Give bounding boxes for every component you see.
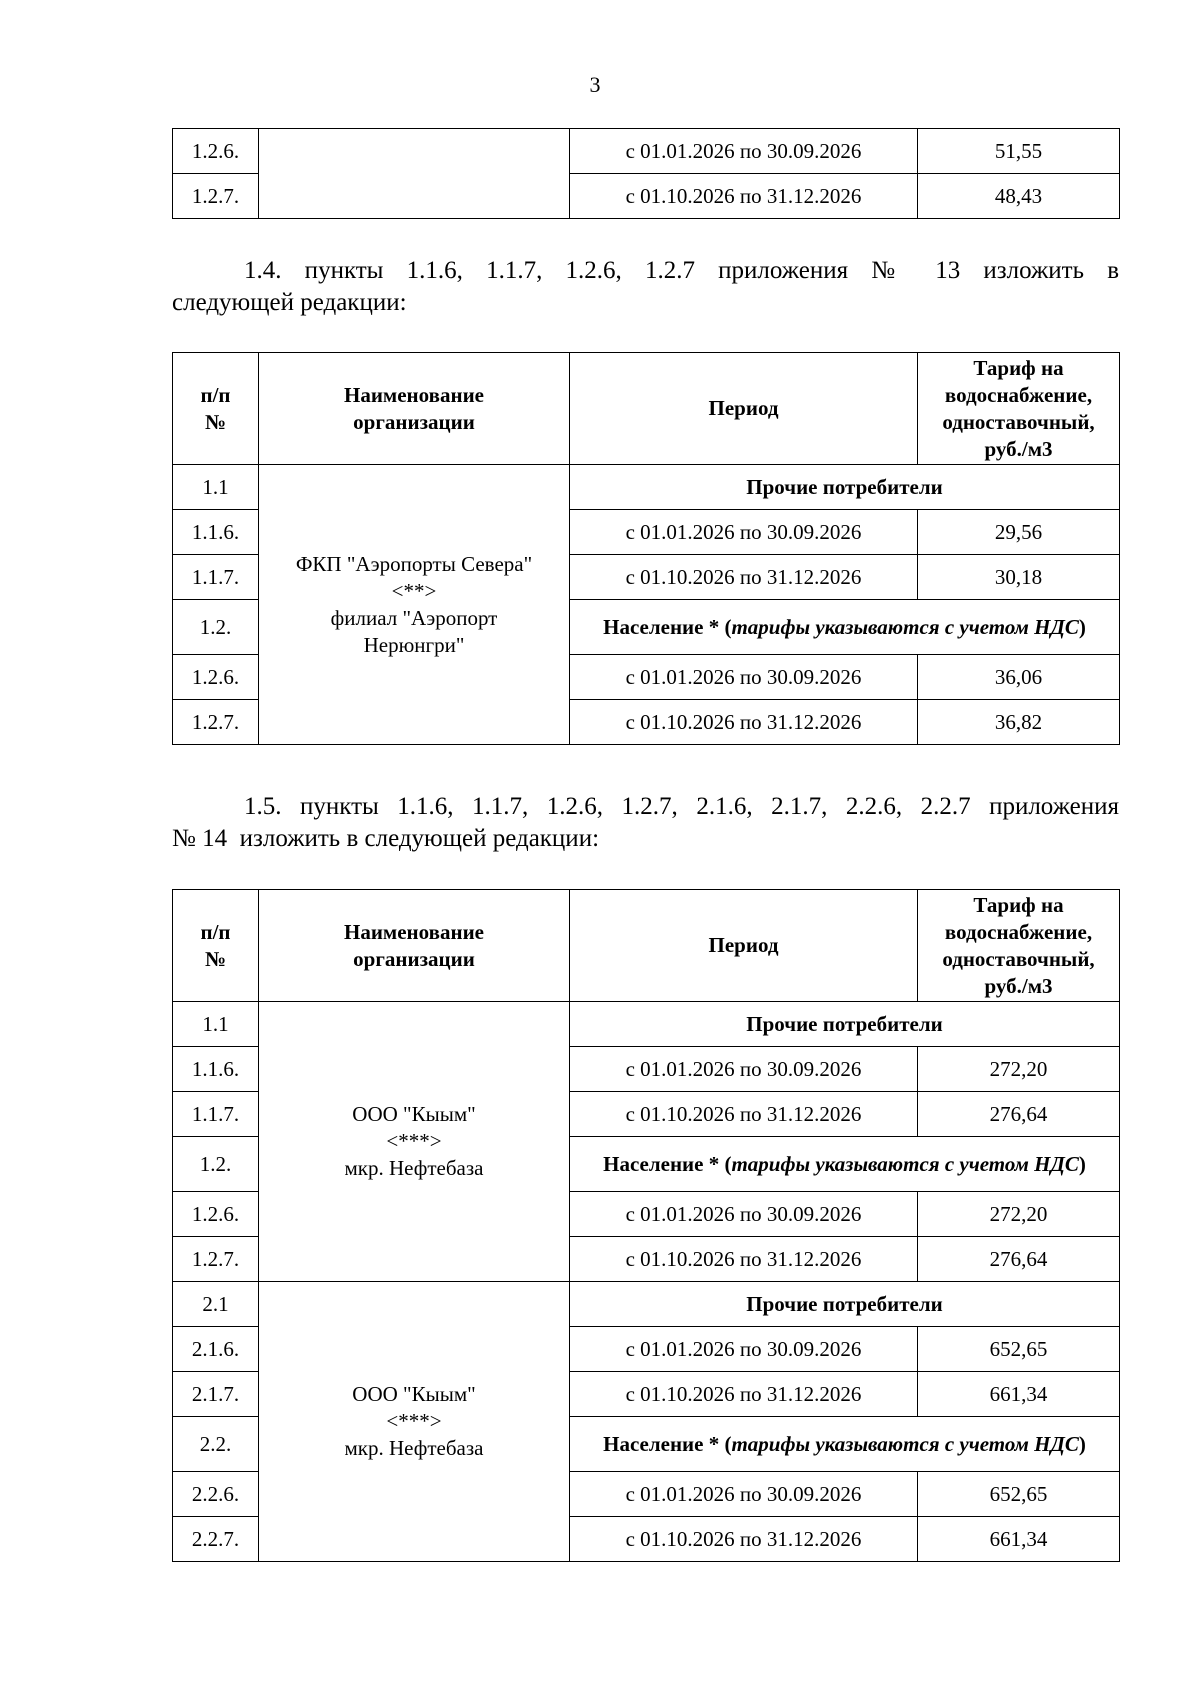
org-cell: [259, 465, 570, 745]
paragraph-line: 1.5. пункты 1.1.6, 1.1.7, 1.2.6, 1.2.7, 2.1.6, 2.1.7, 2.2.6, 2.2.7 приложения: [244, 793, 1119, 820]
period-cell: с 01.10.2026 по 31.12.2026: [570, 1237, 918, 1282]
table-header-row: [173, 353, 1120, 465]
header-num: п/п №: [173, 353, 259, 465]
table-row: [173, 1282, 1120, 1327]
category-other: Прочие потребители: [570, 1002, 1120, 1047]
header-org: Наименование организации: [259, 890, 570, 1002]
tariff-cell: 652,65: [918, 1327, 1120, 1372]
period-cell: с 01.10.2026 по 31.12.2026: [570, 700, 918, 745]
row-number: 1.2.6.: [173, 129, 259, 174]
category-other: Прочие потребители: [570, 1282, 1120, 1327]
header-org: Наименование организации: [259, 353, 570, 465]
category-population: Население * (тарифы указываются с учетом НДС): [570, 1417, 1120, 1472]
row-number: 2.2.6.: [173, 1472, 259, 1517]
org-branch: филиал "Аэропорт Нерюнгри": [330, 605, 498, 657]
period-cell: с 01.01.2026 по 30.09.2026: [570, 655, 918, 700]
org-district: мкр. Нефтебаза: [344, 1436, 484, 1460]
period-cell: с 01.01.2026 по 30.09.2026: [570, 1192, 918, 1237]
row-number: 2.1.6.: [173, 1327, 259, 1372]
org-cell: [259, 1282, 570, 1562]
row-number: 1.1.6.: [173, 510, 259, 555]
paragraph-line: следующей редакции:: [172, 289, 407, 316]
table-header-row: [173, 890, 1120, 1002]
category-population: Население * (тарифы указываются с учетом НДС): [570, 600, 1120, 655]
paragraph-1-4: [172, 255, 1119, 319]
row-number: 1.2.6.: [173, 1192, 259, 1237]
page-number: 3: [589, 72, 601, 97]
tariff-cell: 36,82: [918, 700, 1120, 745]
org-name: ООО "Кыым": [352, 1382, 476, 1406]
tariff-cell: 652,65: [918, 1472, 1120, 1517]
tariff-cell: 276,64: [918, 1092, 1120, 1137]
tariff-cell: 48,43: [918, 174, 1120, 219]
header-num: п/п №: [173, 890, 259, 1002]
row-number: 1.2.6.: [173, 655, 259, 700]
header-tariff: Тариф на водоснабжение, одноставочный, руб./м3: [918, 890, 1120, 1002]
period-cell: с 01.10.2026 по 31.12.2026: [570, 1092, 918, 1137]
tariff-cell: 661,34: [918, 1517, 1120, 1562]
org-cell-empty: [259, 129, 570, 219]
tariff-cell: 29,56: [918, 510, 1120, 555]
paragraph-line: 1.4. пункты 1.1.6, 1.1.7, 1.2.6, 1.2.7 приложения № 13 изложить в: [244, 257, 1119, 284]
category-population: Население * (тарифы указываются с учетом НДС): [570, 1137, 1120, 1192]
org-name: ФКП "Аэропорты Севера": [295, 551, 533, 576]
header-tariff: Тариф на водоснабжение, одноставочный, руб./м3: [918, 353, 1120, 465]
row-number: 1.2.7.: [173, 700, 259, 745]
tariff-cell: 272,20: [918, 1047, 1120, 1092]
period-cell: с 01.01.2026 по 30.09.2026: [570, 1047, 918, 1092]
category-other: Прочие потребители: [570, 465, 1120, 510]
row-number: 1.2.: [173, 600, 259, 655]
tariff-table-continuation: [172, 128, 1120, 219]
tariff-cell: 51,55: [918, 129, 1120, 174]
org-note: <**>: [391, 578, 437, 603]
period-cell: с 01.10.2026 по 31.12.2026: [570, 1517, 918, 1562]
header-period: Период: [570, 890, 918, 1002]
period-cell: с 01.10.2026 по 31.12.2026: [570, 174, 918, 219]
tariff-cell: 272,20: [918, 1192, 1120, 1237]
period-cell: с 01.01.2026 по 30.09.2026: [570, 1327, 918, 1372]
org-note: <***>: [386, 1129, 442, 1153]
paragraph-1-5: [172, 791, 1119, 855]
table-row: [173, 129, 1120, 174]
tariff-cell: 276,64: [918, 1237, 1120, 1282]
tariff-table-appendix-14: [172, 889, 1120, 1562]
period-cell: с 01.10.2026 по 31.12.2026: [570, 1372, 918, 1417]
row-number: 2.2.: [173, 1417, 259, 1472]
tariff-cell: 661,34: [918, 1372, 1120, 1417]
row-number: 2.2.7.: [173, 1517, 259, 1562]
row-number: 2.1.7.: [173, 1372, 259, 1417]
tariff-cell: 36,06: [918, 655, 1120, 700]
period-cell: с 01.01.2026 по 30.09.2026: [570, 129, 918, 174]
table-row: [173, 465, 1120, 510]
row-number: 1.1.7.: [173, 1092, 259, 1137]
row-number: 1.1: [173, 465, 259, 510]
row-number: 1.2.7.: [173, 174, 259, 219]
tariff-cell: 30,18: [918, 555, 1120, 600]
org-district: мкр. Нефтебаза: [344, 1156, 484, 1180]
paragraph-line: № 14 изложить в следующей редакции:: [172, 825, 600, 852]
row-number: 1.2.7.: [173, 1237, 259, 1282]
org-name: ООО "Кыым": [352, 1102, 476, 1126]
period-cell: с 01.01.2026 по 30.09.2026: [570, 1472, 918, 1517]
row-number: 1.1.7.: [173, 555, 259, 600]
row-number: 1.1: [173, 1002, 259, 1047]
row-number: 2.1: [173, 1282, 259, 1327]
row-number: 1.1.6.: [173, 1047, 259, 1092]
tariff-table-appendix-13: [172, 352, 1120, 745]
org-note: <***>: [386, 1409, 442, 1433]
row-number: 1.2.: [173, 1137, 259, 1192]
table-row: [173, 1002, 1120, 1047]
period-cell: с 01.01.2026 по 30.09.2026: [570, 510, 918, 555]
header-period: Период: [570, 353, 918, 465]
org-cell: [259, 1002, 570, 1282]
period-cell: с 01.10.2026 по 31.12.2026: [570, 555, 918, 600]
